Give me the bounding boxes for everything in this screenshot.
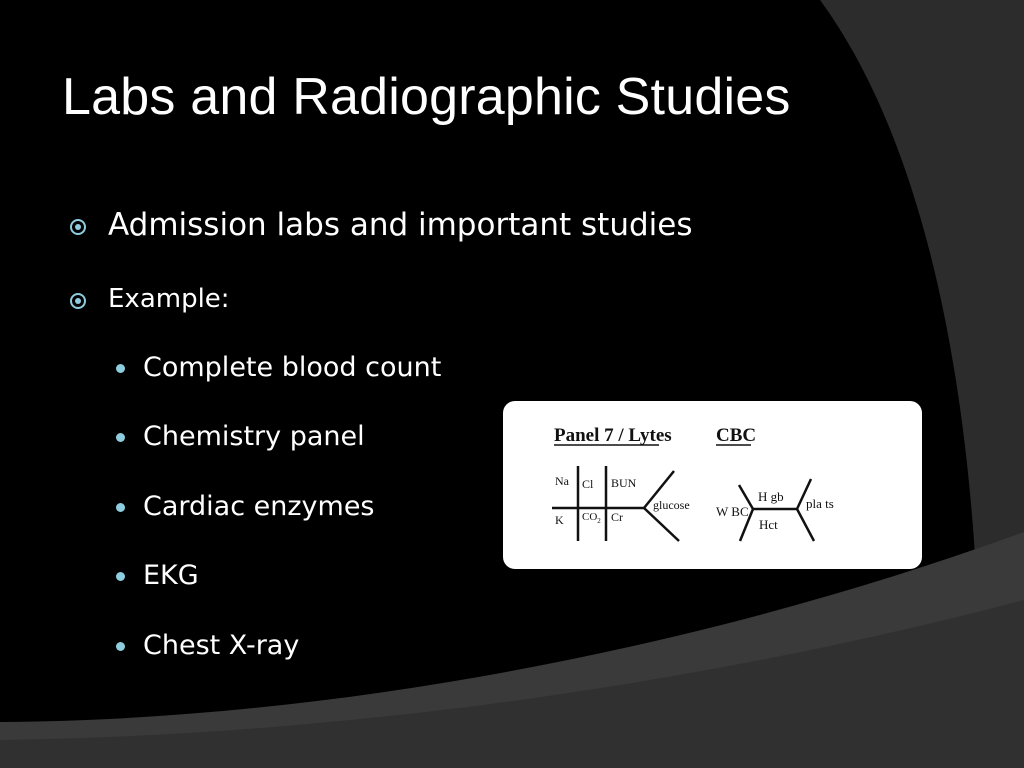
sub-bullet-text: EKG [143,560,199,591]
cbc-plats: pla ts [806,496,834,511]
chem7-na: Na [555,474,569,488]
bullet-dot-icon [116,503,125,512]
chem7-co2-subscript: 2 [597,517,601,525]
chem7-co2-label: CO [582,511,598,523]
sub-bullet-text: Chest X-ray [143,630,300,661]
chem7-cr: Cr [611,510,623,524]
bullet-dot-icon [116,572,125,581]
chem7-cl: Cl [582,477,594,491]
sub-bullet-text: Cardiac enzymes [143,491,375,522]
cbc-wbc: W BC [716,504,749,519]
cbc-hgb: H gb [758,489,784,504]
chem7-glucose: glucose [653,498,690,512]
sub-bullet-text: Complete blood count [143,352,442,383]
bullet-dot-icon [116,433,125,442]
lab-diagram-card [503,401,922,569]
bullet-ring-icon [70,293,86,309]
cbc-hct: Hct [759,517,778,532]
bullet-ring-icon [70,219,86,235]
panel7-title: Panel 7 / Lytes [554,425,672,446]
chem7-bun: BUN [611,476,637,490]
chem7-k: K [555,513,564,527]
bullet-dot-icon [116,642,125,651]
cbc-title: CBC [716,425,757,446]
slide-title: Labs and Radiographic Studies [62,68,791,126]
sub-bullet-text: Chemistry panel [143,421,365,452]
bullet-text: Admission labs and important studies [108,207,693,243]
chem7-co2 [582,511,601,525]
bullet-dot-icon [116,364,125,373]
bullet-text: Example: [108,284,230,314]
lab-diagram [503,401,922,569]
